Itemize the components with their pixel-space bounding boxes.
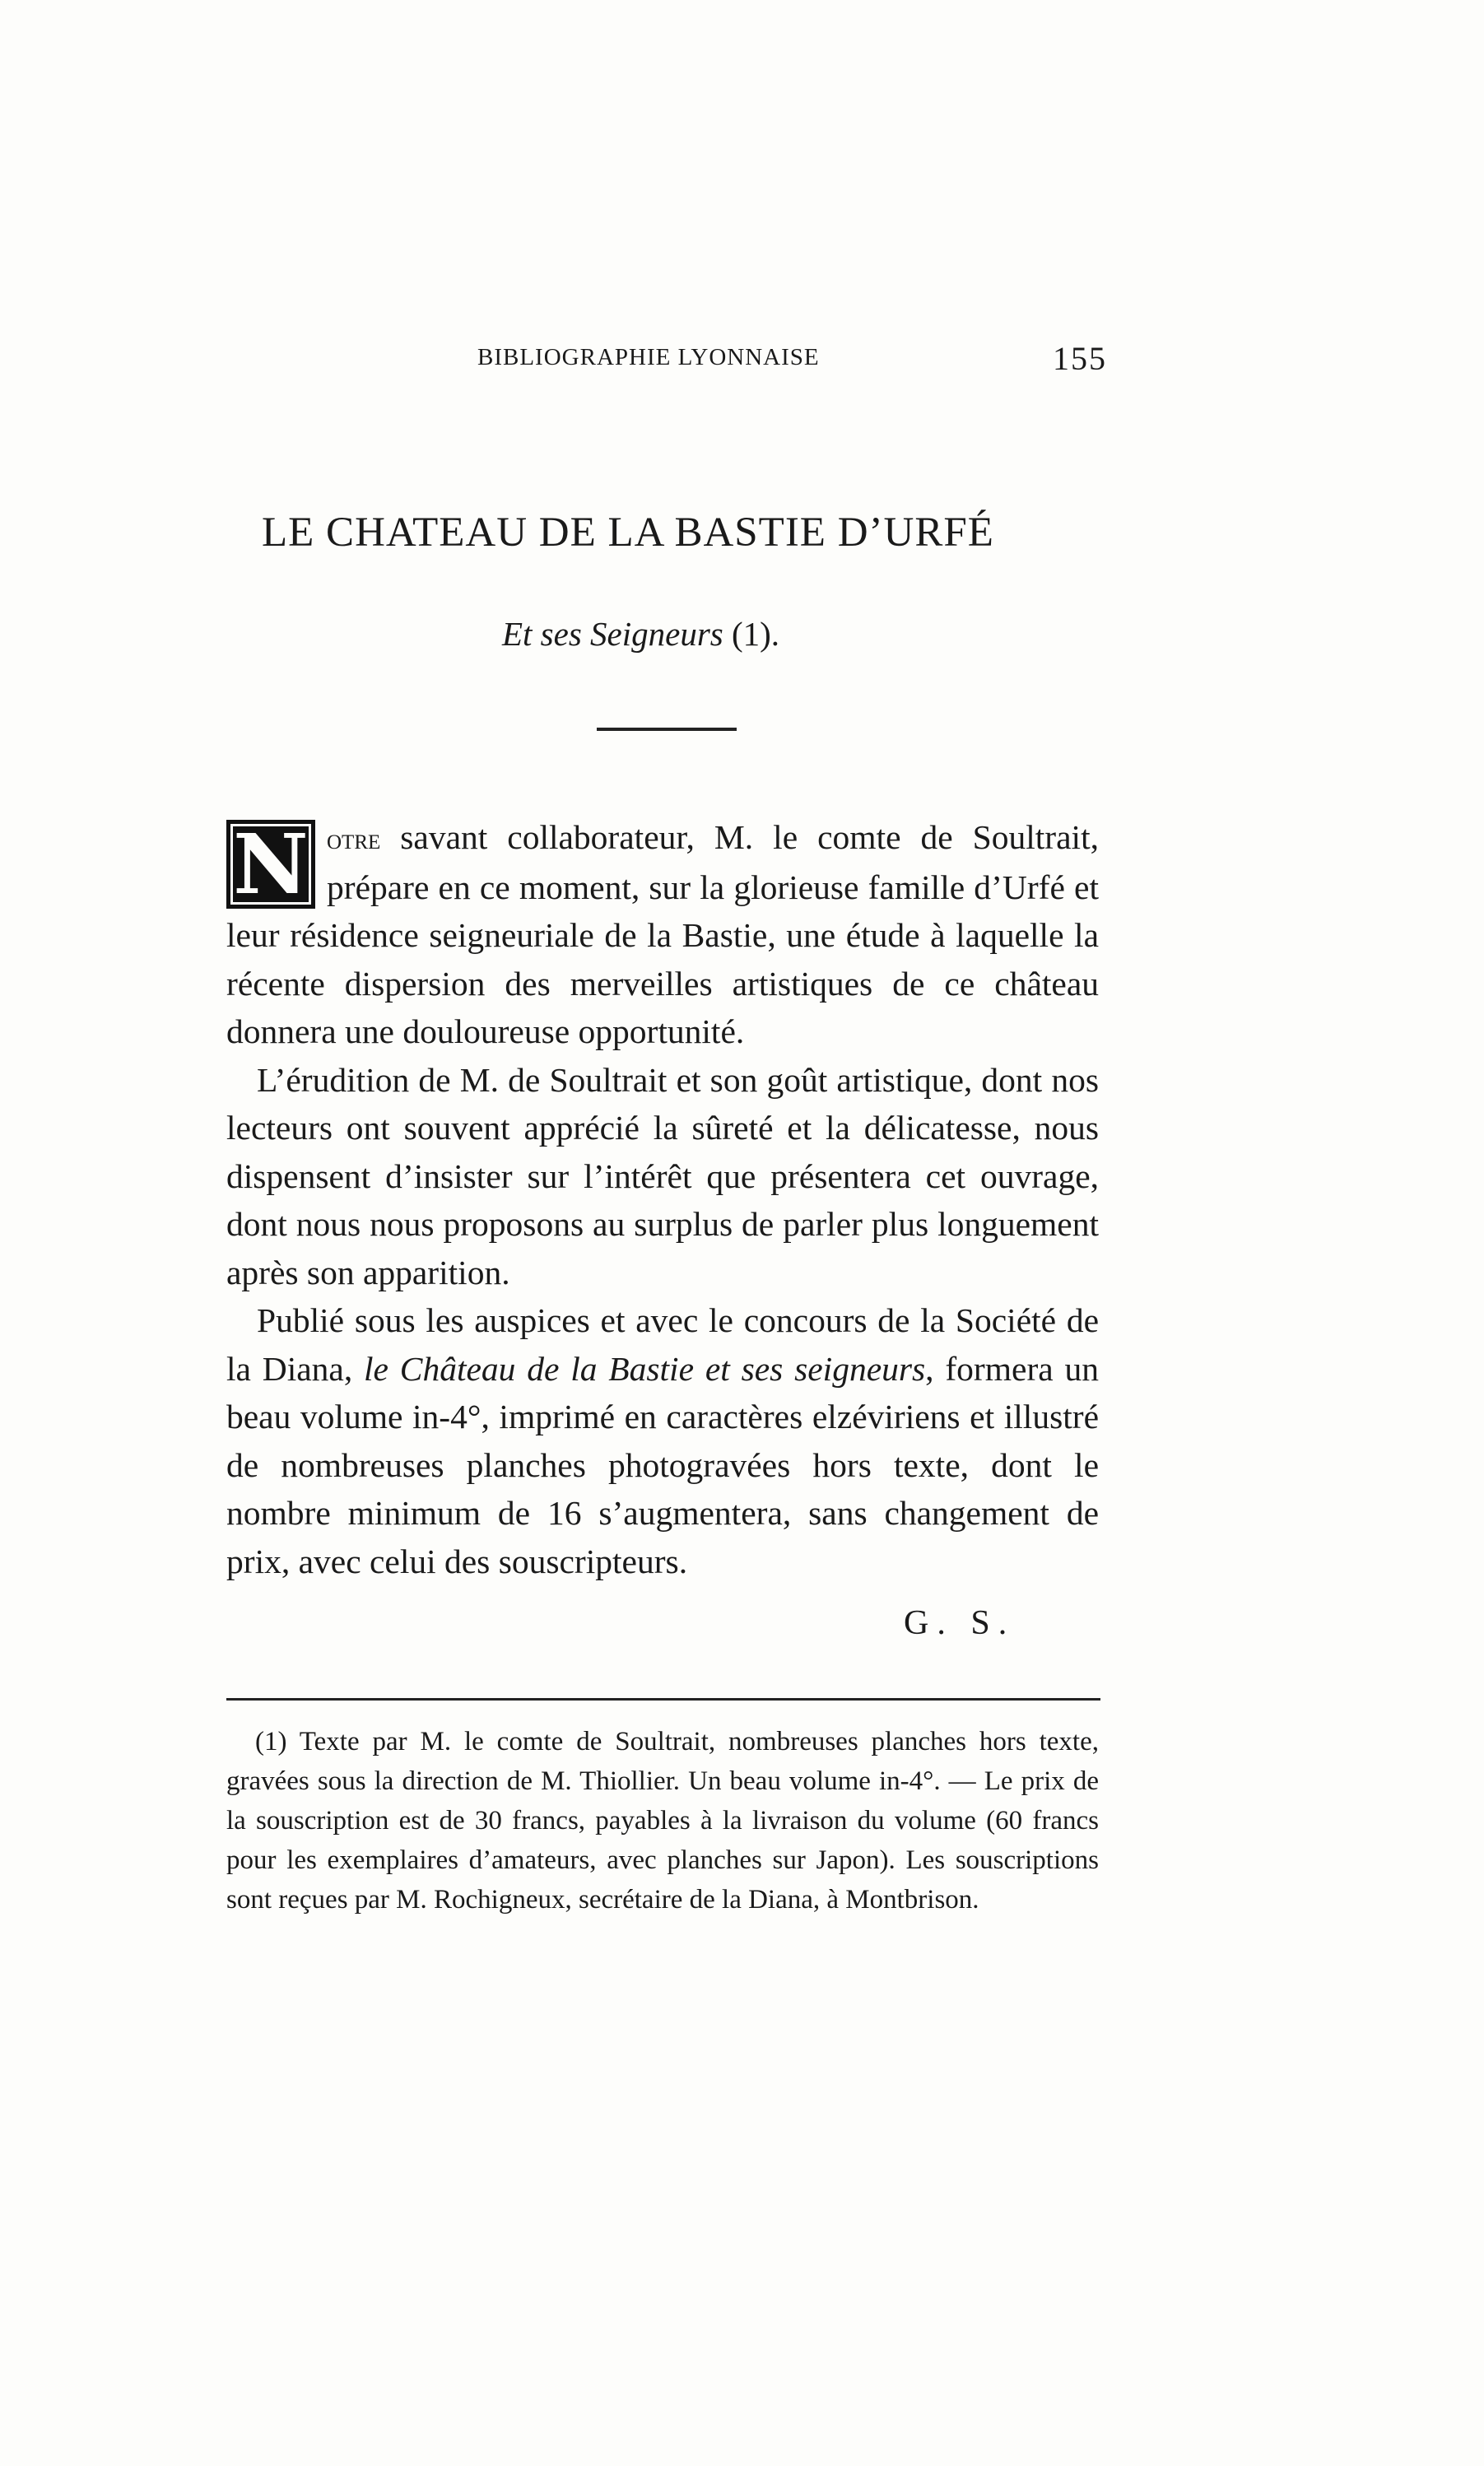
article-subtitle	[502, 614, 779, 654]
article-body	[226, 813, 1099, 1585]
section-divider	[597, 728, 737, 731]
paragraph-3	[226, 1296, 1099, 1585]
footnote-reference: (1).	[732, 615, 780, 653]
running-head-title: BIBLIOGRAPHIE LYONNAISE	[477, 344, 820, 370]
running-head	[226, 340, 1107, 384]
paragraph-1-smallcaps: otre	[327, 822, 381, 855]
footnote-divider	[226, 1698, 1100, 1701]
paragraph-2: L’érudition de M. de Soultrait et son goût artistique, dont nos lecteurs ont souvent apprécié la sûreté et la délicatesse, nous dispensent d’insister sur l’intérêt que présentera cet ouvrage, dont nous nous proposons au surplus de parler plus longuement après son apparition.	[226, 1060, 1099, 1291]
footnote-text: (1) Texte par M. le comte de Soultrait, nombreuses planches hors texte, gravées sous la direction de M. Thiollier. Un beau volume in-4°. — Le prix de la souscription est de 30 francs, payables à la livraison du volume (60 francs pour les exemplaires d’amateurs, avec planches sur Japon). Les souscriptions sont reçues par M. Rochigneux, secrétaire de la Diana, à Montbrison.	[226, 1727, 1099, 1915]
subtitle-text: Et ses Seigneurs	[502, 615, 723, 653]
paragraph-3-text-a: Publié sous les auspices et avec le concours de la Société de la Diana,	[226, 1301, 1099, 1388]
page-number: 155	[1053, 340, 1107, 377]
paragraph-1	[226, 813, 1099, 1056]
paragraph-3-text-b: , formera un beau volume in-4°, imprimé en caractères elzéviriens et illustré de nombreuses planches photogravées hors texte, dont le nombre minimum de 16 s’augmentera, sans changement de prix, avec celui des souscripteurs.	[226, 1349, 1099, 1580]
author-signature: G. S.	[904, 1604, 1016, 1642]
paragraph-1-text: savant collaborateur, M. le comte de Soultrait, prépare en ce moment, sur la glorieuse famille d’Urfé et leur résidence seigneuriale de la Bastie, une étude à laquelle la récente dispersion des merveilles artistiques de ce château donnera une douloureuse opportunité.	[226, 818, 1099, 1050]
book-title-italic: le Château de la Bastie et ses seigneurs	[364, 1349, 926, 1388]
ornamental-dropcap: N	[226, 820, 315, 909]
footnote	[226, 1722, 1099, 1919]
article-title: LE CHATEAU DE LA BASTIE D’URFÉ	[262, 509, 994, 556]
